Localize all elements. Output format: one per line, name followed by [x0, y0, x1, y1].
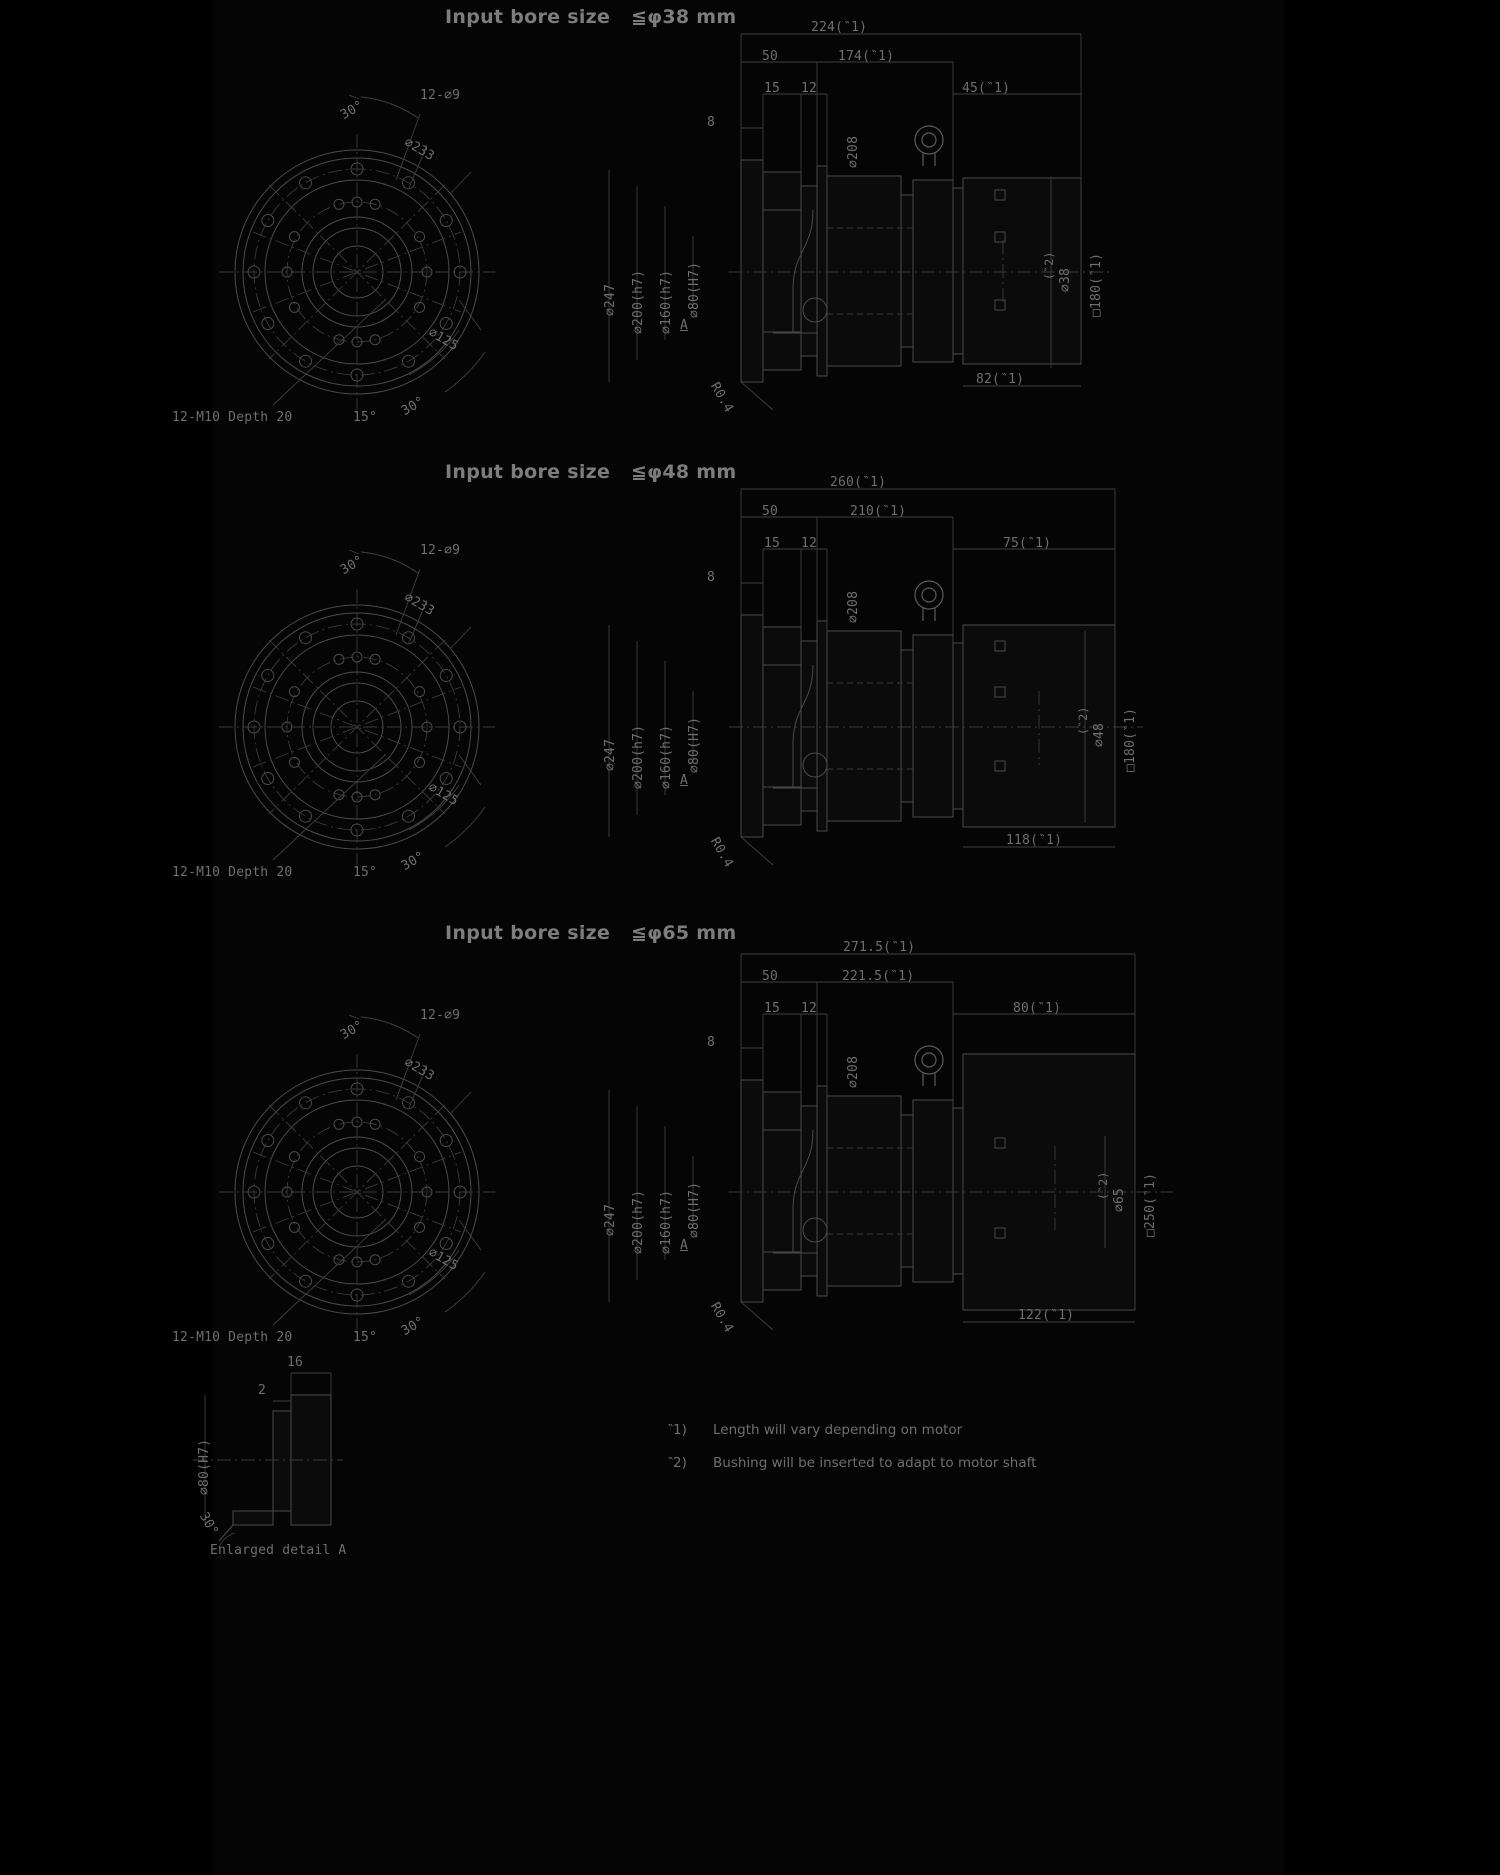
label-angle-30-upper-65: 30°	[338, 1017, 367, 1043]
dim-bore-note-65: (‶2)	[1096, 1171, 1110, 1200]
detail-a-block	[196, 1355, 1284, 1875]
dim-length-12-65: 12	[801, 1001, 818, 1016]
label-angle-30-lower-48: 30°	[399, 848, 428, 874]
dim-motor-length-38: 45(‶1)	[962, 81, 1011, 96]
dim-radius-r04-38: R0.4	[707, 380, 737, 416]
side-view-bore48	[609, 489, 1143, 865]
dim-dia-247-38: ⌀247	[603, 283, 618, 316]
dim-dia-208-48: ⌀208	[846, 590, 861, 623]
dim-motor-square-38: □180(‶1)	[1089, 252, 1104, 317]
dim-dia-80-h7-65: ⌀80(H7)	[687, 1181, 702, 1238]
dim-motor-length-65: 80(‶1)	[1013, 1001, 1062, 1016]
dim-dia-208-65: ⌀208	[846, 1055, 861, 1088]
dim-dia-80-h7-48: ⌀80(H7)	[687, 716, 702, 773]
dim-length-15-48: 15	[764, 536, 781, 551]
label-dia-125-65: ⌀125	[425, 1245, 461, 1275]
dim-length-12-48: 12	[801, 536, 818, 551]
dim-motor-square-65: □250(‶1)	[1143, 1172, 1158, 1237]
label-dia-233-65: ⌀233	[401, 1055, 437, 1085]
front-view-bore38	[219, 95, 495, 410]
dim-length-50-38: 50	[762, 49, 779, 64]
label-angle-30-upper-38: 30°	[338, 97, 367, 123]
dim-dia-200-h7-38: ⌀200(h7)	[631, 269, 646, 334]
label-holes-12-dia9-38: 12-⌀9	[420, 88, 461, 103]
note-1-text: Length will vary depending on motor	[713, 1422, 963, 1438]
dim-length-15-38: 15	[764, 81, 781, 96]
dim-bore-note-48: (‶2)	[1076, 706, 1090, 735]
dim-dia-160-h7-38: ⌀160(h7)	[659, 269, 674, 334]
section-bore38	[172, 0, 1284, 455]
dim-bore-note-38: (‶2)	[1042, 251, 1056, 280]
dim-motor-width-65: 122(‶1)	[1018, 1308, 1075, 1323]
dim-dia-247-48: ⌀247	[603, 738, 618, 771]
label-tap-12-m10-65: 12-M10 Depth 20	[172, 1330, 293, 1345]
note-2-text: Bushing will be inserted to adapt to motor shaft	[713, 1455, 1037, 1471]
front-view-bore48	[219, 550, 495, 865]
dim-motor-width-38: 82(‶1)	[976, 372, 1025, 387]
note-1-mark: ‶1)	[668, 1422, 687, 1438]
section-bore48	[172, 455, 1284, 910]
label-holes-12-dia9-65: 12-⌀9	[420, 1008, 461, 1023]
dim-length-210-48: 210(‶1)	[850, 504, 907, 519]
side-view-bore38	[609, 34, 1113, 410]
dim-length-12-38: 12	[801, 81, 818, 96]
label-angle-30-lower-65: 30°	[399, 1313, 428, 1339]
label-angle-30-upper-48: 30°	[338, 552, 367, 578]
label-angle-15-48: 15°	[353, 865, 378, 880]
dim-length-174-38: 174(‶1)	[838, 49, 895, 64]
front-view-bore65	[219, 1015, 495, 1330]
detail-marker-a-38: A	[680, 318, 689, 333]
section-title-bore65: Input bore size ≦φ65 mm	[445, 922, 737, 944]
dim-dia-160-h7-65: ⌀160(h7)	[659, 1189, 674, 1254]
section-title-bore48: Input bore size ≦φ48 mm	[445, 461, 737, 483]
label-dia-125-38: ⌀125	[425, 325, 461, 355]
label-dia-233-38: ⌀233	[401, 135, 437, 165]
drawing-canvas	[172, 0, 1284, 1875]
dim-bore-dia-48: ⌀48	[1092, 722, 1107, 747]
label-angle-15-38: 15°	[353, 410, 378, 425]
dim-radius-r04-48: R0.4	[707, 835, 737, 871]
label-dia-233-48: ⌀233	[401, 590, 437, 620]
label-angle-15-65: 15°	[353, 1330, 378, 1345]
dim-length-15-65: 15	[764, 1001, 781, 1016]
dim-dia-200-h7-48: ⌀200(h7)	[631, 724, 646, 789]
dim-motor-square-48: □180(‶1)	[1123, 707, 1138, 772]
dim-length-8-38: 8	[707, 115, 716, 130]
detail-marker-a-65: A	[680, 1238, 689, 1253]
dim-dia-80-h7-38: ⌀80(H7)	[687, 261, 702, 318]
dim-dia-160-h7-48: ⌀160(h7)	[659, 724, 674, 789]
dim-bore-dia-38: ⌀38	[1058, 267, 1073, 292]
section-title-bore38: Input bore size ≦φ38 mm	[445, 6, 737, 28]
dim-dia-247-65: ⌀247	[603, 1203, 618, 1236]
dim-overall-length-65: 271.5(‶1)	[843, 940, 916, 955]
dim-dia-200-h7-65: ⌀200(h7)	[631, 1189, 646, 1254]
side-view-bore65	[609, 954, 1173, 1330]
dim-bore-dia-65: ⌀65	[1112, 1187, 1127, 1212]
dim-overall-length-38: 224(‶1)	[811, 20, 868, 35]
dim-overall-length-48: 260(‶1)	[830, 475, 887, 490]
dim-length-50-65: 50	[762, 969, 779, 984]
detail-dim-16: 16	[287, 1355, 304, 1370]
label-holes-12-dia9-48: 12-⌀9	[420, 543, 461, 558]
dim-length-8-65: 8	[707, 1035, 716, 1050]
note-2-mark: ‶2)	[668, 1455, 687, 1471]
dim-length-221-5-65: 221.5(‶1)	[842, 969, 915, 984]
detail-dim-2: 2	[258, 1383, 267, 1398]
label-dia-125-48: ⌀125	[425, 780, 461, 810]
detail-title: Enlarged detail A	[210, 1543, 347, 1558]
dim-length-50-48: 50	[762, 504, 779, 519]
label-angle-30-lower-38: 30°	[399, 393, 428, 419]
section-graphics-bore38	[213, 0, 1284, 455]
dim-motor-width-48: 118(‶1)	[1006, 833, 1063, 848]
dim-dia-208-38: ⌀208	[846, 135, 861, 168]
section-graphics-bore48	[213, 455, 1284, 910]
detail-marker-a-48: A	[680, 773, 689, 788]
dim-motor-length-48: 75(‶1)	[1003, 536, 1052, 551]
label-tap-12-m10-38: 12-M10 Depth 20	[172, 410, 293, 425]
section-bore65	[172, 910, 1284, 1375]
label-tap-12-m10-48: 12-M10 Depth 20	[172, 865, 293, 880]
detail-dim-dia80: ⌀80(H7)	[197, 1438, 212, 1495]
section-graphics-bore65	[213, 910, 1284, 1375]
dim-length-8-48: 8	[707, 570, 716, 585]
dim-radius-r04-65: R0.4	[707, 1300, 737, 1336]
detail-dim-angle: 30°	[196, 1510, 222, 1539]
